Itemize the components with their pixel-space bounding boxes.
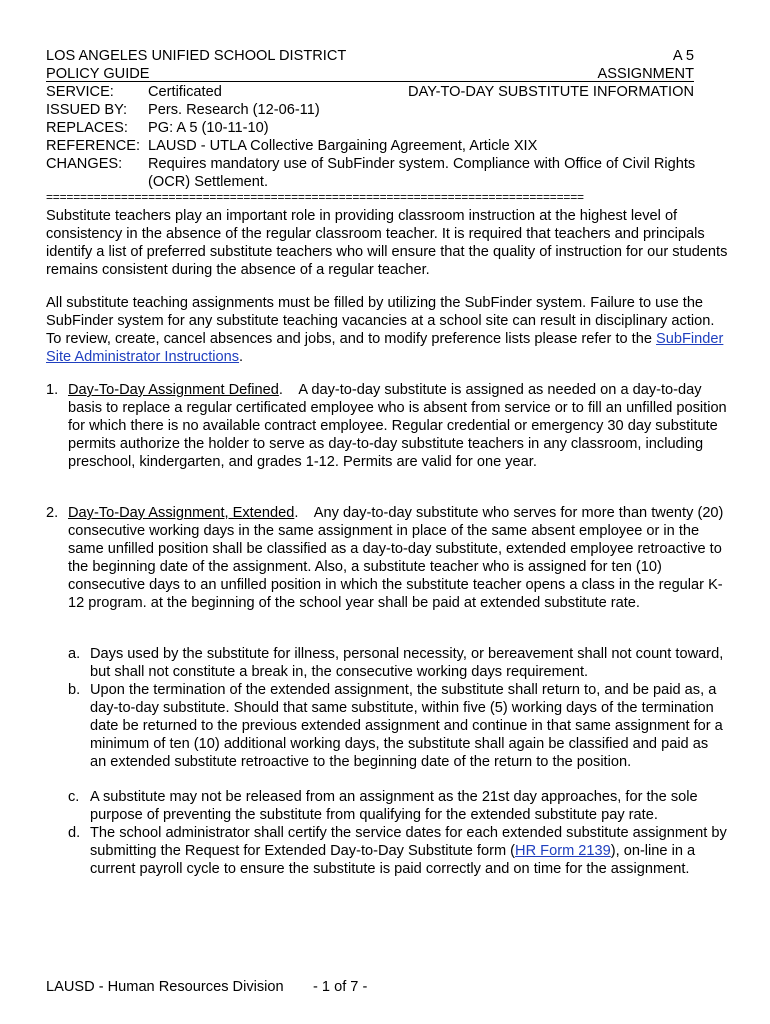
issued-by-value: Pers. Research (12-06-11) — [148, 102, 320, 118]
section-1-heading-end: . — [278, 382, 283, 398]
subitem-c — [68, 789, 728, 825]
policy-guide-label: POLICY GUIDE — [46, 66, 150, 82]
assignment-label: ASSIGNMENT — [597, 66, 694, 82]
subitem-d — [68, 825, 728, 879]
section-2 — [46, 505, 730, 612]
subitem-c-text: A substitute may not be released from an assignment as the 21st day approaches, for the sole purpose of preventing the substitute from qualifying for the extended substitute pay rate. — [90, 789, 698, 823]
footer-division: LAUSD - Human Resources Division — [46, 979, 284, 995]
service-label: SERVICE: — [46, 84, 114, 100]
section-1-text: A day-to-day substitute is assigned as needed on a day-to-day basis to replace a regular certificated employee who is absent from service or to fill an unfilled position for which there is no available contract employee. Regular credential or emergency 30 day substitute permits authorize the holder to serve as day-to-day substitute teachers in any classroom, including preschool, kindergarten, and grades 1-12. Permits are valid for one year. — [68, 382, 731, 470]
subitem-c-letter: c. — [68, 789, 80, 805]
district-name: LOS ANGELES UNIFIED SCHOOL DISTRICT — [46, 48, 347, 64]
subitem-d-text-after: ), on-line in a current payroll cycle to ensure the substitute is paid correctly and on time for the assignment. — [90, 842, 696, 877]
section-1-number: 1. — [46, 382, 59, 398]
intro-paragraph: Substitute teachers play an important role in providing classroom instruction at the highest level of consistency in the absence of the regular classroom teacher. It is required that teachers and principals identify a list of preferred substitute teachers who will ensure that the quality of instruction for our students remains consistent during the absence of a regular teacher. — [46, 208, 728, 278]
section-2-text: Any day-to-day substitute who serves for more than twenty (20) consecutive working days in the same assignment in place of the same absent employee or in the same unfilled position shall be classified as a day-to-day substitute, extended employee retroactive to the beginning date of the assignment. Also, a substitute teacher who is assigned for ten (10) consecutive days to an unfilled position in which the substitute teacher opens a class in the regular K-12 program. at the beginning of the school year shall be paid at extended substitute rate. — [68, 505, 728, 611]
replaces-label: REPLACES: — [46, 120, 128, 136]
subitem-b-letter: b. — [68, 682, 81, 698]
changes-value-line2: (OCR) Settlement. — [148, 174, 269, 190]
issued-by-label: ISSUED BY: — [46, 102, 128, 118]
hr-form-2139-link[interactable]: HR Form 2139 — [515, 842, 611, 859]
subitem-a — [68, 646, 728, 682]
changes-value-line1: Requires mandatory use of SubFinder system. Compliance with Office of Civil Rights — [148, 156, 696, 172]
subitem-d-letter: d. — [68, 825, 81, 841]
section-1 — [46, 382, 730, 472]
separator-rule: =============================================================================== — [46, 190, 584, 204]
policy-code: A 5 — [672, 48, 694, 64]
subitem-b — [68, 682, 728, 772]
replaces-value: PG: A 5 (10-11-10) — [148, 120, 269, 136]
subitem-a-letter: a. — [68, 646, 81, 662]
reference-value: LAUSD - UTLA Collective Bargaining Agreement, Article XIX — [148, 138, 538, 154]
service-value: Certificated — [148, 84, 222, 100]
section-1-heading: Day-To-Day Assignment Defined — [68, 382, 279, 398]
reference-label: REFERENCE: — [46, 138, 141, 154]
subfinder-instructions-link[interactable]: SubFinder Site Administrator Instructions — [46, 330, 724, 365]
subitem-b-text: Upon the termination of the extended assignment, the substitute shall return to, and be paid as, a day-to-day substitute. Should that same substitute, within five (5) working days of the termination date be returned to the previous extended assignment and continue in that same assignment for a minimum of ten (10) additional working days, the substitute shall again be classified and paid as an extended substitute retroactive to the beginning date of the return to the position. — [90, 682, 723, 770]
subitem-a-text: Days used by the substitute for illness, personal necessity, or bereavement shall not count toward, but shall not constitute a break in, the consecutive working days requirement. — [90, 646, 724, 680]
section-2-heading: Day-To-Day Assignment, Extended — [68, 505, 295, 521]
subfinder-end: . — [239, 348, 244, 365]
subitem-d-text-before: The school administrator shall certify the service dates for each extended substitute assignment by submitting the Request for Extended Day-to-Day Substitute form ( — [90, 825, 727, 859]
footer-page-number: - 1 of 7 - — [313, 979, 368, 995]
subfinder-paragraph — [46, 295, 730, 367]
document-subject: DAY-TO-DAY SUBSTITUTE INFORMATION — [408, 84, 694, 100]
header-underline — [46, 81, 694, 82]
changes-label: CHANGES: — [46, 156, 123, 172]
subfinder-text: All substitute teaching assignments must be filled by utilizing the SubFinder system. Failure to use the SubFinder system for any substitute teaching vacancies at a school site can result in disciplinary action. To review, create, cancel absences and jobs, and to modify preference lists please refer to the — [46, 295, 715, 347]
section-2-heading-end: . — [294, 505, 299, 521]
section-2-number: 2. — [46, 505, 59, 521]
